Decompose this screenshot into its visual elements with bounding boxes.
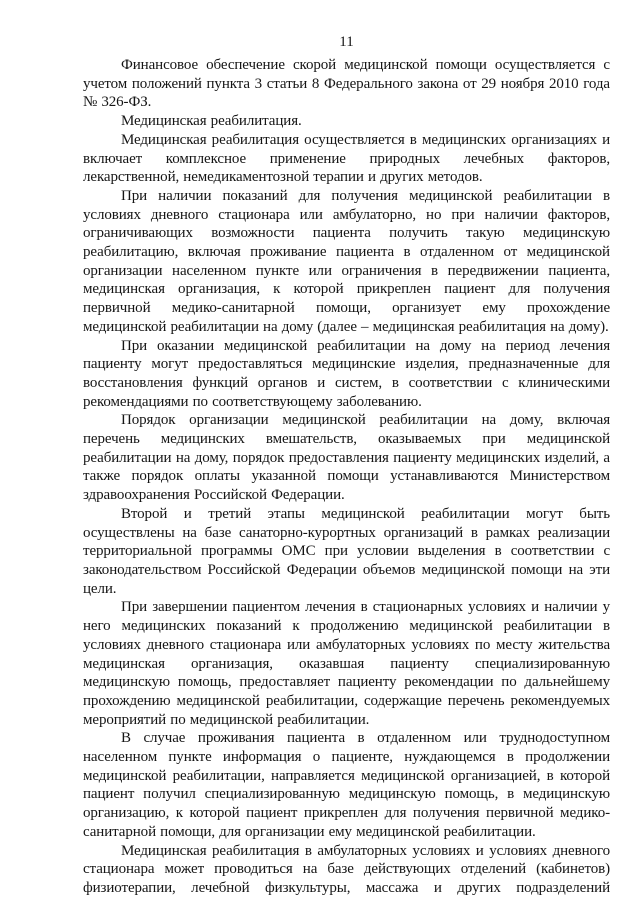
paragraph: При оказании медицинской реабилитации на дому на период лечения пациенту могут предоставляться медицинские изделия, предназначенные для восстановления функций органов и систем, в соответствии с клиническими рекомендациями по соответствующему заболеванию.	[83, 337, 610, 410]
paragraph: Финансовое обеспечение скорой медицинской помощи осуществляется с учетом положений пункта 3 статьи 8 Федерального закона от 29 ноября 2010 года № 326-ФЗ.	[83, 57, 610, 111]
paragraph: Медицинская реабилитация осуществляется в медицинских организациях и включает комплексное применение природных лечебных факторов, лекарственной, немедикаментозной терапии и других методов.	[83, 131, 610, 186]
paragraph: Медицинская реабилитация в амбулаторных условиях и условиях дневного стационара может проводиться на базе действующих отделений (кабинетов) физиотерапии, лечебной физкультуры, массажа и других подразделений	[83, 842, 610, 896]
document-body	[83, 56, 610, 898]
paragraph: При наличии показаний для получения медицинской реабилитации в условиях дневного стационара или амбулаторно, но при наличии факторов, ограничивающих возможности пациента получить такую медицинскую реабилитацию, включая проживание пациента в отдаленном от медицинской организации населенном пункте или ограничения в передвижении пациента, медицинская организация, к которой прикреплен пациент для получения первичной медико-санитарной помощи, организует ему прохождение медицинской реабилитации на дому (далее – медицинская реабилитация на дому).	[83, 187, 610, 335]
paragraph: Порядок организации медицинской реабилитации на дому, включая перечень медицинских вмешательств, оказываемых при медицинской реабилитации на дому, порядок предоставления пациенту медицинских изделий, а также порядок оплаты указанной помощи устанавливаются Министерством здравоохранения Российской Федерации.	[83, 412, 610, 504]
paragraph: Второй и третий этапы медицинской реабилитации могут быть осуществлены на базе санаторно-курортных организаций в рамках реализации территориальной программы ОМС при условии выделения в соответствии с законодательством Российской Федерации объемов медицинской помощи на эти цели.	[83, 505, 610, 597]
page-number: 11	[339, 34, 354, 50]
paragraph: При завершении пациентом лечения в стационарных условиях и наличии у него медицинских показаний к продолжению медицинской реабилитации в условиях дневного стационара или амбулаторных условиях по месту жительства медицинская организация, оказавшая пациенту специализированную медицинскую помощь, предоставляет пациенту рекомендации по дальнейшему прохождению медицинской реабилитации, содержащие перечень рекомендуемых мероприятий по медицинской реабилитации.	[83, 599, 610, 728]
paragraph: Медицинская реабилитация.	[121, 113, 302, 130]
paragraph: В случае проживания пациента в отдаленном или труднодоступном населенном пункте информация о пациенте, нуждающемся в продолжении медицинской реабилитации, направляется медицинской организацией, в которой пациент получил специализированную медицинскую помощь, в медицинскую организацию, к которой пациент прикреплен для получения первичной медико-санитарной помощи, для организации ему медицинской реабилитации.	[83, 730, 610, 840]
